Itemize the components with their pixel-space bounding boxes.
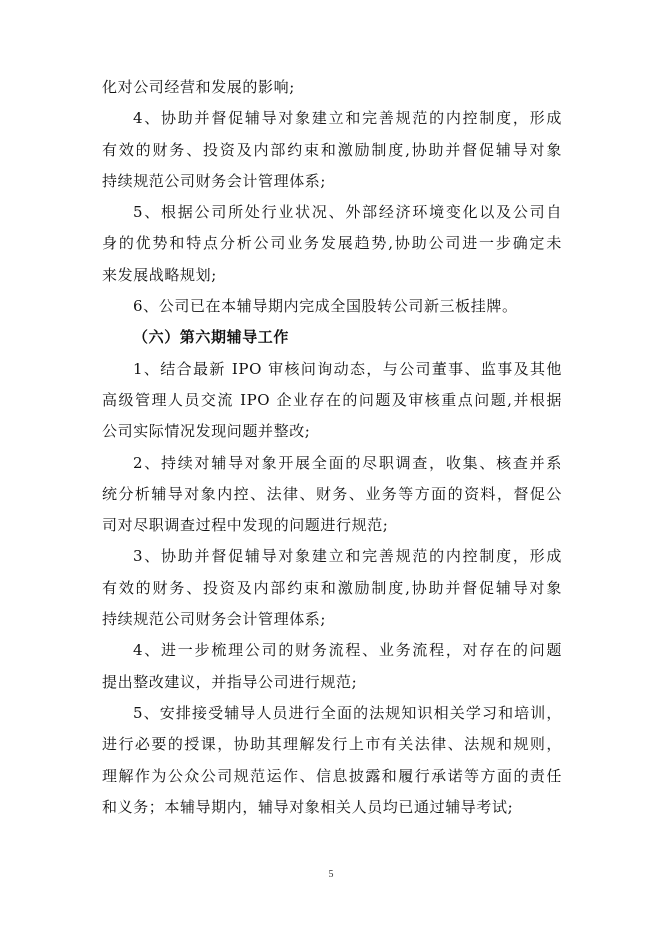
text-line: 和义务；本辅导期内，辅导对象相关人员均已通过辅导考试; — [102, 797, 514, 816]
paragraph — [102, 448, 562, 542]
paragraph — [102, 197, 562, 291]
paragraph — [102, 635, 562, 698]
text-line: 3、协助并督促辅导对象建立和完善规范的内控制度，形成 — [133, 547, 562, 566]
text-line: 提出整改建议，并指导公司进行规范; — [102, 672, 358, 691]
text-line: 5、安排接受辅导人员进行全面的法规知识相关学习和培训， — [133, 703, 562, 722]
text-line: 司对尽职调查过程中发现的问题进行规范; — [102, 516, 389, 535]
document-body — [102, 72, 562, 823]
text-line: 来发展战略规划; — [102, 265, 217, 284]
paragraph — [102, 103, 562, 197]
paragraph — [102, 354, 562, 448]
text-line: 6、公司已在本辅导期内完成全国股转公司新三板挂牌。 — [133, 297, 518, 316]
text-line: 持续规范公司财务会计管理体系; — [102, 171, 327, 190]
text-line: 化对公司经营和发展的影响; — [102, 78, 295, 96]
text-line: （六）第六期辅导工作 — [133, 328, 290, 347]
paragraph — [102, 291, 562, 322]
text-line: 4、进一步梳理公司的财务流程、业务流程，对存在的问题 — [133, 641, 562, 660]
text-line: 有效的财务、投资及内部约束和激励制度,协助并督促辅导对象 — [102, 140, 562, 159]
text-line: 1、结合最新 IPO 审核问询动态，与公司董事、监事及其他 — [133, 359, 562, 378]
text-line: 2、持续对辅导对象开展全面的尽职调查，收集、核查并系 — [133, 453, 562, 472]
text-line: 统分析辅导对象内控、法律、财务、业务等方面的资料，督促公 — [102, 484, 562, 503]
text-line: 身的优势和特点分析公司业务发展趋势,协助公司进一步确定未 — [102, 234, 562, 253]
paragraph — [102, 72, 562, 103]
text-line: 理解作为公众公司规范运作、信息披露和履行承诺等方面的责任 — [102, 766, 562, 785]
text-line: 进行必要的授课，协助其理解发行上市有关法律、法规和规则， — [102, 735, 562, 754]
text-line: 有效的财务、投资及内部约束和激励制度,协助并督促辅导对象 — [102, 578, 562, 597]
section-heading — [102, 322, 562, 353]
paragraph — [102, 698, 562, 823]
text-line: 公司实际情况发现问题并整改; — [102, 422, 311, 441]
page-number: 5 — [328, 869, 334, 880]
paragraph — [102, 541, 562, 635]
text-line: 持续规范公司财务会计管理体系; — [102, 610, 327, 629]
text-line: 5、根据公司所处行业状况、外部经济环境变化以及公司自 — [133, 203, 562, 222]
text-line: 高级管理人员交流 IPO 企业存在的问题及审核重点问题,并根据 — [102, 390, 562, 409]
text-line: 4、协助并督促辅导对象建立和完善规范的内控制度，形成 — [133, 109, 562, 128]
